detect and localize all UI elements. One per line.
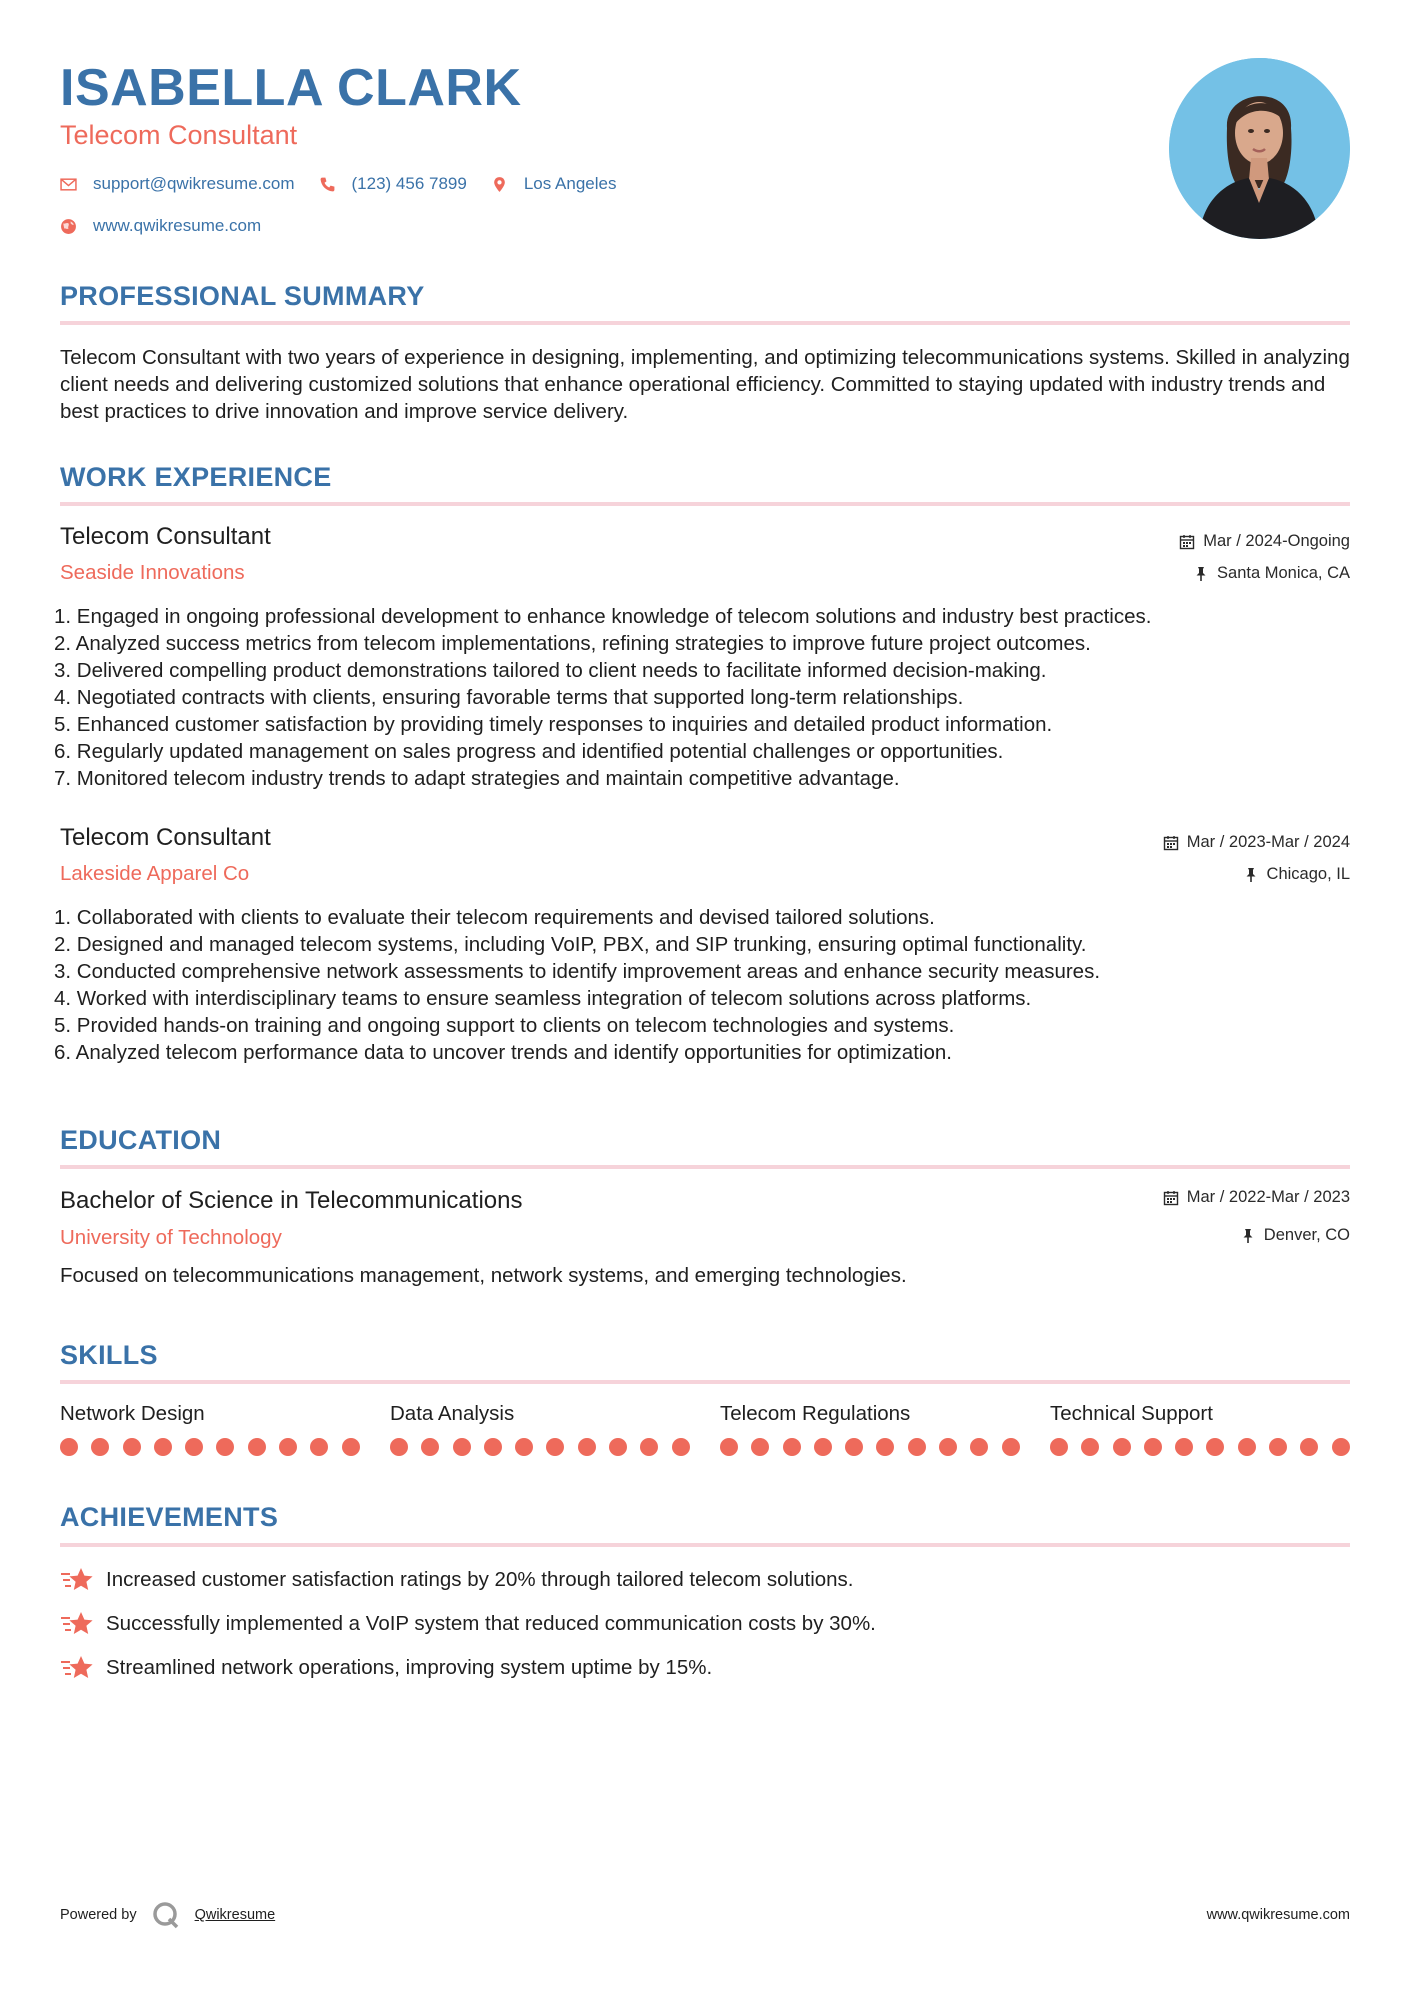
- skill-rating-dot: [751, 1438, 769, 1456]
- achievement-item: [60, 1609, 876, 1639]
- skill-rating-dot: [453, 1438, 471, 1456]
- skill-rating-dot: [546, 1438, 564, 1456]
- skill-rating-dot: [720, 1438, 738, 1456]
- calendar-icon: [1163, 1190, 1179, 1206]
- list-item: 6. Regularly updated management on sales progress and identified potential challenges or opportunities.: [54, 740, 1004, 763]
- list-item: 4. Worked with interdisciplinary teams to ensure seamless integration of telecom solutions across platforms.: [54, 987, 1032, 1010]
- job-location-text: Chicago, IL: [1266, 865, 1350, 883]
- skill-rating-dot: [876, 1438, 894, 1456]
- achievement-text: Increased customer satisfaction ratings by 20% through tailored telecom solutions.: [106, 1568, 854, 1591]
- powered-by-label: Powered by: [60, 1907, 137, 1923]
- experience-heading: WORK EXPERIENCE: [60, 462, 332, 492]
- skill-rating-dot: [640, 1438, 658, 1456]
- skill-rating: [390, 1438, 703, 1456]
- education-location: [1240, 1226, 1350, 1245]
- achievement-item: [60, 1653, 712, 1683]
- list-item: 1. Collaborated with clients to evaluate their telecom requirements and devised tailored solutions.: [54, 906, 935, 929]
- calendar-icon: [1163, 835, 1179, 851]
- phone-text: (123) 456 7899: [351, 174, 467, 193]
- education-divider: [60, 1165, 1350, 1169]
- skill-rating-dot: [578, 1438, 596, 1456]
- skill-rating-dot: [421, 1438, 439, 1456]
- list-item: 5. Enhanced customer satisfaction by providing timely responses to inquiries and detailed product information.: [54, 713, 1053, 736]
- skill-rating-dot: [484, 1438, 502, 1456]
- skill-rating: [60, 1438, 373, 1456]
- skill-rating-dot: [60, 1438, 78, 1456]
- skill-rating-dot: [1300, 1438, 1318, 1456]
- skill-rating-dot: [515, 1438, 533, 1456]
- qwikresume-logo-icon: [151, 1900, 181, 1930]
- skill-technical-support: [1050, 1402, 1350, 1426]
- contact-location: [491, 174, 617, 194]
- candidate-title: Telecom Consultant: [60, 120, 298, 150]
- contact-website[interactable]: [60, 216, 261, 236]
- skill-rating-dot: [672, 1438, 690, 1456]
- skill-rating-dot: [91, 1438, 109, 1456]
- list-item: 1. Engaged in ongoing professional development to enhance knowledge of telecom solutions and industry best practices.: [54, 605, 1152, 628]
- skill-label: Technical Support: [1050, 1402, 1213, 1425]
- job-bullets: [54, 603, 1151, 792]
- achievements-divider: [60, 1543, 1350, 1547]
- skill-rating-dot: [1081, 1438, 1099, 1456]
- list-item: 4. Negotiated contracts with clients, ensuring favorable terms that supported long-term relationships.: [54, 686, 964, 709]
- job-dates-text: Mar / 2024-Ongoing: [1203, 532, 1350, 550]
- pushpin-icon: [1240, 1228, 1256, 1244]
- contact-phone[interactable]: [319, 174, 467, 194]
- skills-divider: [60, 1380, 1350, 1384]
- skill-rating-dot: [1144, 1438, 1162, 1456]
- envelope-icon: [60, 176, 77, 193]
- skill-rating-dot: [310, 1438, 328, 1456]
- education-location-text: Denver, CO: [1263, 1226, 1350, 1244]
- skill-label: Data Analysis: [390, 1402, 515, 1425]
- skill-rating-dot: [845, 1438, 863, 1456]
- skill-rating-dot: [908, 1438, 926, 1456]
- map-pin-icon: [491, 176, 508, 193]
- job-bullets: [54, 904, 1100, 1066]
- job-dates-text: Mar / 2023-Mar / 2024: [1186, 833, 1350, 851]
- job-location: [1193, 564, 1350, 583]
- email-text: support@qwikresume.com: [93, 174, 295, 193]
- resume-page: [54, 0, 1350, 1990]
- candidate-name: ISABELLA CLARK: [60, 59, 522, 117]
- list-item: 5. Provided hands-on training and ongoing support to clients on telecom technologies and systems.: [54, 1014, 955, 1037]
- skill-rating-dot: [390, 1438, 408, 1456]
- school-name: University of Technology: [60, 1226, 282, 1249]
- achievement-text: Streamlined network operations, improving system uptime by 15%.: [106, 1656, 713, 1679]
- skill-telecom-regulations: [720, 1402, 1020, 1426]
- skill-rating-dot: [1175, 1438, 1193, 1456]
- achievements-heading: ACHIEVEMENTS: [60, 1502, 279, 1532]
- skill-label: Network Design: [60, 1402, 205, 1425]
- skill-rating-dot: [1050, 1438, 1068, 1456]
- shooting-star-icon: [60, 1653, 94, 1683]
- skills-heading: SKILLS: [60, 1340, 158, 1370]
- location-text: Los Angeles: [523, 174, 617, 193]
- skill-rating-dot: [279, 1438, 297, 1456]
- skill-network-design: [60, 1402, 360, 1426]
- list-item: 7. Monitored telecom industry trends to adapt strategies and maintain competitive advantage.: [54, 767, 900, 790]
- profile-photo: [1169, 58, 1350, 239]
- skill-rating-dot: [1002, 1438, 1020, 1456]
- degree-title: Bachelor of Science in Telecommunications: [60, 1187, 523, 1214]
- skill-rating-dot: [609, 1438, 627, 1456]
- calendar-icon: [1179, 534, 1195, 550]
- website-row: [60, 216, 285, 236]
- skill-rating-dot: [185, 1438, 203, 1456]
- skill-rating-dot: [216, 1438, 234, 1456]
- job-location: [1243, 865, 1350, 884]
- phone-icon: [319, 176, 336, 193]
- footer-website[interactable]: www.qwikresume.com: [1206, 1907, 1350, 1923]
- list-item: 2. Analyzed success metrics from telecom implementations, refining strategies to improve future project outcomes.: [54, 632, 1091, 655]
- skill-rating-dot: [939, 1438, 957, 1456]
- job-dates: [1163, 833, 1350, 852]
- job-title: Telecom Consultant: [60, 824, 271, 851]
- skill-rating: [1050, 1438, 1363, 1456]
- contact-email[interactable]: [60, 174, 295, 194]
- job-company: Lakeside Apparel Co: [60, 862, 250, 885]
- summary-text: Telecom Consultant with two years of experience in designing, implementing, and optimizing telecommunications systems. Skilled in analyzing client needs and delivering customized solutions that enhance operational efficiency. Committed to staying updated with industry trends and best practices to drive innovation and improve service delivery.: [60, 346, 1350, 423]
- list-item: 3. Conducted comprehensive network assessments to identify improvement areas and enhance security measures.: [54, 960, 1101, 983]
- list-item: 2. Designed and managed telecom systems, including VoIP, PBX, and SIP trunking, ensuring optimal functionality.: [54, 933, 1087, 956]
- contact-row: [60, 174, 640, 194]
- education-dates-text: Mar / 2022-Mar / 2023: [1186, 1188, 1350, 1206]
- skill-data-analysis: [390, 1402, 690, 1426]
- education-description: Focused on telecommunications management, network systems, and emerging technologies.: [60, 1264, 907, 1287]
- job-dates: [1179, 532, 1350, 551]
- skill-rating-dot: [248, 1438, 266, 1456]
- shooting-star-icon: [60, 1565, 94, 1595]
- skill-rating-dot: [1206, 1438, 1224, 1456]
- list-item: 3. Delivered compelling product demonstrations tailored to client needs to facilitate informed decision-making.: [54, 659, 1047, 682]
- job-company: Seaside Innovations: [60, 561, 245, 584]
- education-heading: EDUCATION: [60, 1125, 222, 1155]
- globe-icon: [60, 218, 77, 235]
- skill-label: Telecom Regulations: [720, 1402, 911, 1425]
- job-title: Telecom Consultant: [60, 523, 271, 550]
- job-location-text: Santa Monica, CA: [1217, 564, 1350, 582]
- list-item: 6. Analyzed telecom performance data to uncover trends and identify opportunities for optimization.: [54, 1041, 952, 1064]
- qwikresume-link[interactable]: Qwikresume: [194, 1907, 276, 1923]
- skill-rating-dot: [1113, 1438, 1131, 1456]
- education-dates: [1163, 1188, 1350, 1207]
- skill-rating-dot: [814, 1438, 832, 1456]
- summary-heading: PROFESSIONAL SUMMARY: [60, 281, 425, 311]
- skill-rating-dot: [154, 1438, 172, 1456]
- skill-rating-dot: [783, 1438, 801, 1456]
- skill-rating-dot: [1269, 1438, 1287, 1456]
- shooting-star-icon: [60, 1609, 94, 1639]
- portrait-illustration: [1169, 58, 1350, 239]
- pushpin-icon: [1193, 566, 1209, 582]
- skill-rating: [720, 1438, 1033, 1456]
- skill-rating-dot: [123, 1438, 141, 1456]
- skill-rating-dot: [1238, 1438, 1256, 1456]
- website-text: www.qwikresume.com: [93, 216, 262, 235]
- skill-rating-dot: [970, 1438, 988, 1456]
- pushpin-icon: [1243, 867, 1259, 883]
- footer-powered-by: [60, 1900, 275, 1930]
- skill-rating-dot: [1332, 1438, 1350, 1456]
- achievement-text: Successfully implemented a VoIP system that reduced communication costs by 30%.: [106, 1612, 876, 1635]
- achievement-item: [60, 1565, 854, 1595]
- experience-divider: [60, 502, 1350, 506]
- summary-divider: [60, 321, 1350, 325]
- skill-rating-dot: [342, 1438, 360, 1456]
